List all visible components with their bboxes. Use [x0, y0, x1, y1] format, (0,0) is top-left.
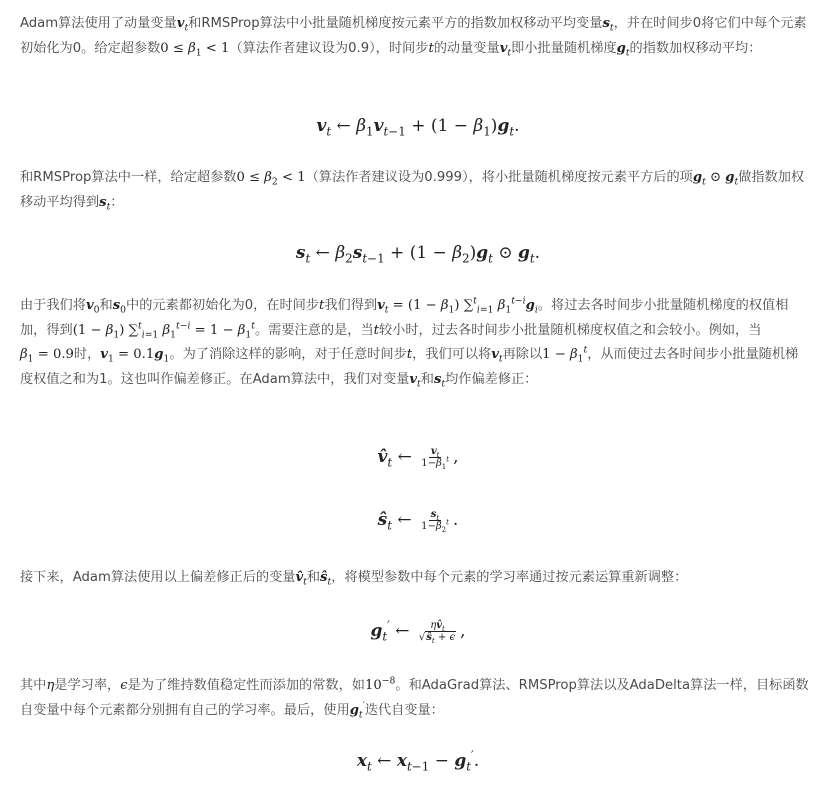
paragraph-adam-intro: Adam算法使用了动量变量$v_t$和RMSProp算法中小批量随机梯度按元素平方的指数加权移动平均变量$s_t$，并在时间步0将它们中每个元素初始化为0。给定超参数$0 \le \beta_1 < 1$（算法作者建议设为0.9），时间步t的动量变量$v_t$即小批量随机梯度$g_t$的指数加权移动平均：: [20, 16, 807, 59]
math-g-t: $g_t$: [616, 40, 630, 59]
math-one-minus-beta1-t: $1 - \beta_1^t$: [542, 344, 588, 365]
math-t: t: [319, 298, 325, 313]
math-v1-value: $v_1 = 0.1g_1$: [100, 347, 170, 365]
math-weight-sum: $(1 - \beta_1)$ ∑$^t_{i=1}$ $\beta_1^{t-i} = 1 - \beta_1^t$: [72, 320, 255, 341]
math-beta1-range: $0 \le \beta_1 < 1$: [160, 40, 230, 59]
math-v-t: $v_t$: [491, 347, 503, 365]
equation-momentum-update: $v_t$ ← $\beta_1v_{t-1} + (1 - \beta_1)g_t$.: [316, 116, 520, 139]
equation-x-update: $x_t$ ← $x_{t-1} - g_t'$.: [356, 748, 480, 774]
math-s-t: $s_t$: [433, 371, 446, 390]
math-s-hat-t: $ŝ_t$: [320, 570, 332, 588]
equation-g-prime: $g_t'$ ← $\frac{\eta v̂_t}{√ŝ_t + \epsilon}$ ,: [370, 618, 466, 645]
math-g-odot-g: $g_t$ ⊙ $g_t$: [692, 170, 739, 188]
math-g-prime-t: $g_t'$: [349, 700, 365, 721]
math-v-hat-t: $v̂_t$: [295, 570, 307, 588]
math-v-t-sum: $v_t = (1 - \beta_1)$ ∑$^t_{i=1}$ $\beta_1^{t-i}g_i$: [377, 295, 538, 316]
math-t: t: [406, 347, 413, 362]
math-beta1-value: $\beta_1 = 0.9$: [20, 347, 74, 365]
math-eta: η: [46, 678, 55, 693]
math-v-t: $v_t$: [499, 40, 512, 59]
math-ten-minus-eight: $10^{-8}$: [364, 675, 396, 693]
math-t: t: [428, 40, 434, 56]
math-v-0: $v_0$: [85, 298, 100, 316]
math-s-t: $s_t$: [602, 16, 614, 34]
paragraph-rmsprop-term: 和RMSProp算法中一样，给定超参数$0 \le \beta_2 < 1$（算法作者建议设为0.999），将小批量随机梯度按元素平方后的项$g_t$ ⊙ $g_t$做指数加权移动平均得到$s_t$：: [20, 170, 805, 213]
math-s-0: $s_0$: [112, 298, 127, 316]
math-beta2-range: $0 \le \beta_2 < 1$: [236, 170, 306, 188]
paragraph-learning-rate: 其中η是学习率，ϵ是为了维持数值稳定性而添加的常数，如$10^{-8}$。和AdaGrad算法、RMSProp算法以及AdaDelta算法一样，目标函数自变量中每个元素都分别拥有自己的学习率。最后，使用$g_t'$迭代自变量：: [20, 675, 809, 721]
math-v-t: $v_t$: [409, 371, 421, 390]
math-t: t: [373, 322, 379, 338]
math-v-t: $v_t$: [176, 16, 189, 34]
equation-second-moment-update: $s_t$ ← $\beta_2s_{t-1} + (1 - \beta_2)g_t$ ⊙ $g_t$.: [295, 243, 541, 266]
paragraph-bias-correction: 由于我们将$v_0$和$s_0$中的元素都初始化为0，在时间步t我们得到$v_t = (1 - \beta_1)$ ∑$^t_{i=1}$ $\beta_1^{t-i}g_i$。将过去各时间步小批量随机梯度的权值相加，得到$(1 - \beta_1)$ ∑$^t_{i=1}$ $\beta_1^{t-i} = 1 - \beta_1^t$。需要注意的是，当t较小时，过去各时间步小批量随机梯度权值之和会较小。例如，当$\beta_1 = 0.9$时，$v_1 = 0.1g_1$。为了消除这样的影响，对于任意时间步t，我们可以将$v_t$再除以$1 - \beta_1^t$，从而使过去各时间步小批量随机梯度权值之和为1。这也叫作偏差修正。在Adam算法中，我们对变量$v_t$和$s_t$均作偏差修正：: [20, 295, 799, 390]
equation-s-hat: $ŝ_t$ ← $\frac{s_t}{1-\beta_2^t}$ .: [377, 509, 459, 534]
math-s-t: $s_t$: [99, 194, 111, 213]
math-epsilon: ϵ: [120, 678, 128, 693]
paragraph-rescale: 接下来，Adam算法使用以上偏差修正后的变量$v̂_t$和$ŝ_t$，将模型参数中每个元素的学习率通过按元素运算重新调整：: [20, 570, 688, 588]
equation-v-hat: $v̂_t$ ← $\frac{v_t}{1-\beta_1^t}$ ,: [377, 446, 459, 471]
